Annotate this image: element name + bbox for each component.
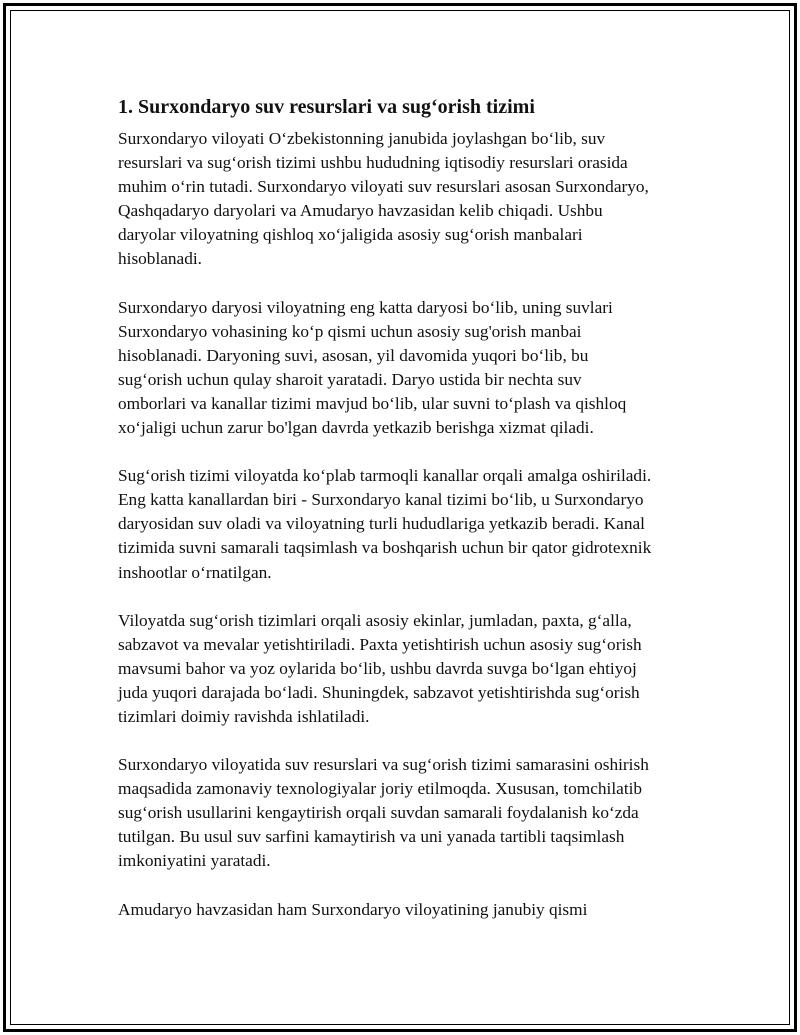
paragraph-line: hisoblanadi. — [118, 249, 202, 269]
paragraph-line: juda yuqori darajada bo‘ladi. Shuningdek, sabzavot yetishtirishda sug‘orish — [118, 682, 640, 702]
paragraph-list — [118, 127, 698, 922]
paragraph-line: tutilgan. Bu usul suv sarfini kamaytirish va uni yanada tartibli taqsimlash — [118, 827, 625, 847]
paragraph-line: sug‘orish usullarini kengaytirish orqali suvdan samarali foydalanish ko‘zda — [118, 803, 639, 823]
paragraph-line: Qashqadaryo daryolari va Amudaryo havzasidan kelib chiqadi. Ushbu — [118, 201, 603, 221]
paragraph-line: Surxondaryo daryosi viloyatning eng katta daryosi bo‘lib, uning suvlari — [118, 297, 613, 317]
paragraph-line: sabzavot va mevalar yetishtiriladi. Paxta yetishtirish uchun asosiy sug‘orish — [118, 634, 642, 654]
paragraph — [118, 464, 698, 584]
paragraph-line: Surxondaryo vohasining ko‘p qismi uchun asosiy sug'orish manbai — [118, 321, 582, 341]
paragraph-line: omborlari va kanallar tizimi mavjud bo‘lib, ular suvni to‘plash va qishloq — [118, 393, 627, 413]
paragraph-line: resurslari va sug‘orish tizimi ushbu hududning iqtisodiy resurslari orasida — [118, 153, 628, 173]
paragraph-line: Amudaryo havzasidan ham Surxondaryo viloyatining janubiy qismi — [118, 899, 588, 919]
paragraph-line: Surxondaryo viloyatida suv resurslari va sug‘orish tizimi samarasini oshirish — [118, 755, 649, 775]
paragraph-line: Sug‘orish tizimi viloyatda ko‘plab tarmoqli kanallar orqali amalga oshiriladi. — [118, 466, 652, 486]
paragraph-line: mavsumi bahor va yoz oylarida bo‘lib, ushbu davrda suvga bo‘lgan ehtiyoj — [118, 658, 637, 678]
paragraph-line: Eng katta kanallardan biri - Surxondaryo kanal tizimi bo‘lib, u Surxondaryo — [118, 490, 644, 510]
paragraph-line: daryolar viloyatning qishloq xo‘jaligida asosiy sug‘orish manbalari — [118, 225, 583, 245]
paragraph-line: hisoblanadi. Daryoning suvi, asosan, yil davomida yuqori bo‘lib, bu — [118, 345, 589, 365]
paragraph — [118, 296, 698, 441]
paragraph-line: sug‘orish uchun qulay sharoit yaratadi. Daryo ustida bir nechta suv — [118, 369, 582, 389]
document-body — [118, 93, 698, 946]
section-heading: 1. Surxondaryo suv resurslari va sug‘orish tizimi — [118, 96, 535, 118]
paragraph-line: inshootlar o‘rnatilgan. — [118, 562, 272, 582]
paragraph-line: tizimida suvni samarali taqsimlash va boshqarish uchun bir qator gidrotexnik — [118, 538, 652, 558]
paragraph-line: Viloyatda sug‘orish tizimlari orqali asosiy ekinlar, jumladan, paxta, g‘alla, — [118, 610, 632, 630]
paragraph — [118, 898, 698, 922]
paragraph-line: Surxondaryo viloyati O‘zbekistonning janubida joylashgan bo‘lib, suv — [118, 129, 606, 148]
paragraph-line: xo‘jaligi uchun zarur bo'lgan davrda yetkazib berishga xizmat qiladi. — [118, 418, 594, 438]
paragraph-line: daryosidan suv oladi va viloyatning turli hududlariga yetkazib beradi. Kanal — [118, 514, 645, 534]
paragraph-line: tizimlari doimiy ravishda ishlatiladi. — [118, 706, 370, 726]
paragraph-line: muhim o‘rin tutadi. Surxondaryo viloyati suv resurslari asosan Surxondaryo, — [118, 177, 649, 197]
paragraph-line: imkoniyatini yaratadi. — [118, 851, 271, 871]
paragraph — [118, 609, 698, 729]
paragraph — [118, 753, 698, 873]
paragraph-line: maqsadida zamonaviy texnologiyalar joriy etilmoqda. Xususan, tomchilatib — [118, 779, 643, 799]
paragraph — [118, 127, 698, 272]
